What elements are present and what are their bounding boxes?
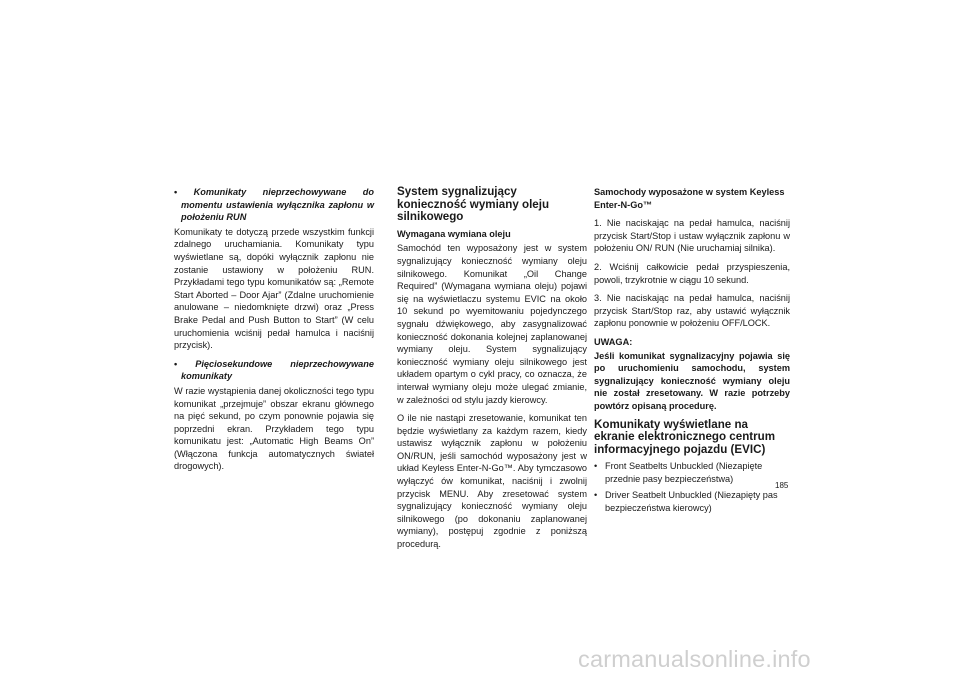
section-heading-evic-messages: Komunikaty wyświetlane na ekranie elektronicznego centrum informacyjnego pojazdu (EVIC) xyxy=(594,417,776,456)
step-3: 3. Nie naciskając na pedał hamulca, naciśnij przycisk Start/Stop raz, aby ustawić wyłącznik zapłonu ponownie w położeniu OFF/LOCK. xyxy=(594,293,790,329)
subheading-oil-change-required: Wymagana wymiana oleju xyxy=(397,228,511,239)
step-2: 2. Wciśnij całkowicie pedał przyspieszenia, powoli, trzykrotnie w ciągu 10 sekund. xyxy=(594,261,790,285)
left-column xyxy=(174,186,374,479)
paragraph-oil-change-2: O ile nie nastąpi zresetowanie, komunikat ten będzie wyświetlany za każdym razem, kiedy ustawisz wyłącznik zapłonu w położeniu ON/RUN, jeśli samochód wyposażony jest w układ Keyless Enter-N-Go™. Aby tymczasowo wyłączyć ów komunikat, naciśnij i zwolnij przycisk MENU. Aby zresetować system sygnalizujący konieczność wymiany oleju silnikowego (po dokonaniu zaplanowanej wymiany), postępuj zgodnie z poniższą procedurą. xyxy=(397,413,587,550)
bullet-dot: • xyxy=(174,358,178,369)
step-1: 1. Nie naciskając na pedał hamulca, naciśnij przycisk Start/Stop i ustaw wyłącznik zapłonu w położeniu ON/ RUN (Nie uruchamiaj silnika). xyxy=(594,218,790,254)
watermark: carmanualsonline.info xyxy=(578,646,811,672)
right-column xyxy=(594,186,790,519)
paragraph-oil-change-1: Samochód ten wyposażony jest w system sygnalizujący konieczność wymiany oleju silnikowego. Komunikat „Oil Change Required” (Wymagana wymiana oleju) pojawi się na wyświetlaczu systemu EVIC na około 10 sekund po wyemitowaniu pojedynczego sygnału dźwiękowego, aby zasygnalizować konieczność dokonania kolejnej zaplanowanej wymiany oleju. System sygnalizujący konieczność wymiany oleju silnikowego jest układem opartym o cykl pracy, co oznacza, że interwał wymiany oleju może ulegać zmianie, w zależności od stylu jazdy kierowcy. xyxy=(397,243,587,405)
evic-message-list xyxy=(594,460,790,514)
keyless-intro: Samochody wyposażone w system Keyless Enter-N-Go™ xyxy=(594,187,785,210)
bullet-heading-unstored-messages xyxy=(174,186,374,224)
note-body: Jeśli komunikat sygnalizacyjny pojawia się po uruchomieniu samochodu, system sygnalizujący konieczność wymiany oleju nie został zresetowany. W razie potrzeby powtórz opisaną procedurę. xyxy=(594,350,790,411)
bullet-heading-text: Pięciosekundowe nieprzechowywane komunikaty xyxy=(181,358,374,382)
list-item: • Front Seatbelts Unbuckled (Niezapięte przednie pasy bezpieczeństwa) xyxy=(594,460,790,485)
middle-column xyxy=(397,186,587,557)
paragraph-unstored-messages: Komunikaty te dotyczą przede wszystkim funkcji zdalnego uruchamiania. Komunikaty typu wyświetlane są, dopóki wyłącznik zapłonu nie zostanie ustawiony w położeniu RUN. Przykładami tego typu komunikatów są: „Remote Start Aborted – Door Ajar” (Zdalne uruchomienie anulowane – niedomknięte drzwi) oraz „Press Brake Pedal and Push Button to Start” (W celu uruchomienia wciśnij pedał hamulca i naciśnij przycisk). xyxy=(174,226,374,351)
list-item: • Driver Seatbelt Unbuckled (Niezapięty pas bezpieczeństwa kierowcy) xyxy=(594,489,790,514)
section-heading-oil-change: System sygnalizujący konieczność wymiany oleju silnikowego xyxy=(397,185,550,224)
paragraph-five-second-messages: W razie wystąpienia danej okoliczności tego typu komunikat „przejmuje” obszar ekranu głównego na pięć sekund, po czym ponownie pojawia się poprzedni ekran. Przykładem tego typu komunikatu jest: „Automatic High Beams On” (Włączona funkcja automatycznych świateł drogowych). xyxy=(174,385,374,472)
bullet-dot: • xyxy=(174,187,178,197)
page-number: 185 xyxy=(775,481,789,490)
note-title: UWAGA: xyxy=(594,336,633,347)
bullet-heading-five-second-messages xyxy=(174,358,374,383)
bullet-heading-text: Komunikaty nieprzechowywane do momentu ustawienia wyłącznika zapłonu w położeniu RUN xyxy=(181,187,374,223)
